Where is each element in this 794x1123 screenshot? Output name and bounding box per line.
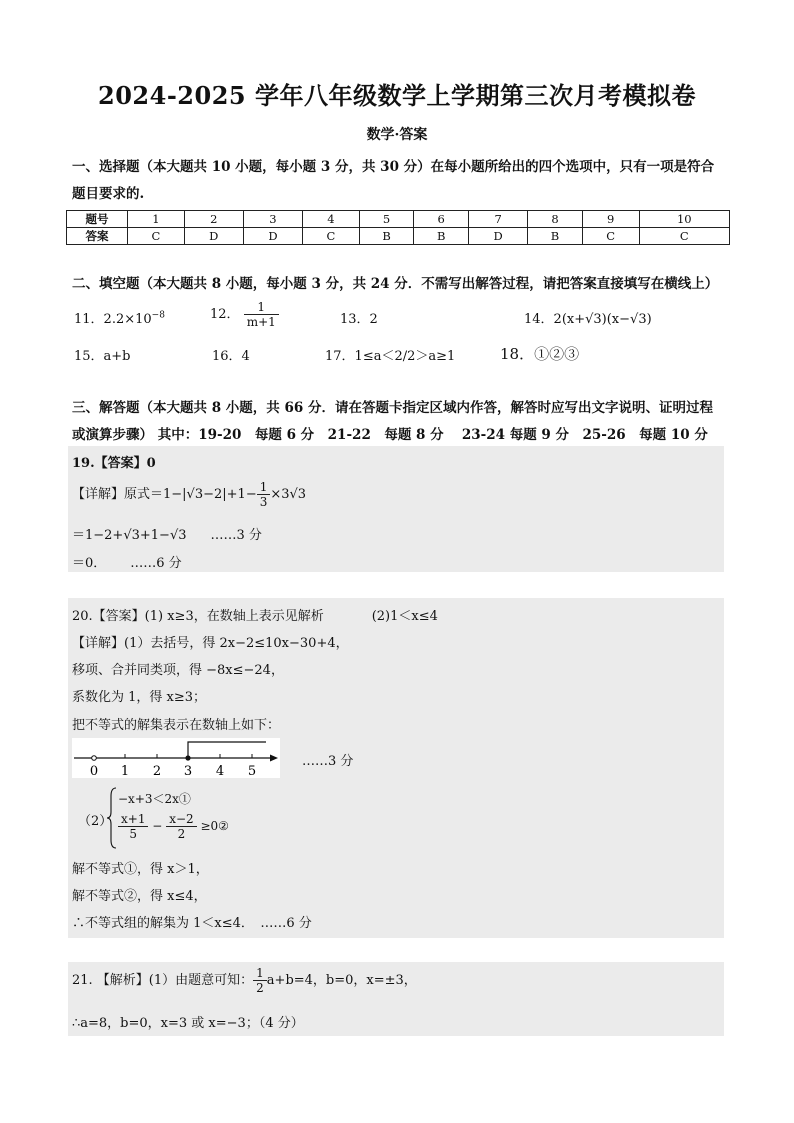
axis-label: 5 [247, 764, 257, 778]
axis-label: 0 [89, 764, 99, 778]
q17-answer: 17．1≤a＜2/2＞a≥1 [325, 349, 456, 364]
number-line-svg [72, 738, 280, 778]
axis-label: 3 [183, 764, 193, 778]
section2-heading: 二、填空题（本大题共 8 小题，每小题 3 分，共 24 分．不需写出解答过程，请把答案直接填写在横线上） [72, 276, 719, 292]
q13-answer: 13．2 [340, 312, 378, 327]
solution-bracket [188, 742, 266, 758]
table-cell: D [184, 228, 243, 245]
q11-answer: 11．$2.2\times 10^{-8}$ [74, 310, 165, 327]
section3-heading: 三、解答题（本大题共 8 小题，共 66 分．请在答题卡指定区域内作答，解答时应写出文字说明、证明过程 [72, 400, 713, 416]
q19-step2: ＝1−2+√3+1−√3 ……3 分 [72, 528, 262, 543]
q14-answer: 14．2(x+√3)(x−√3) [524, 312, 652, 327]
q20-solve-1: 解不等式①，得 x＞1， [72, 862, 209, 877]
row-label-answer: 答案 [67, 228, 128, 245]
table-cell: 1 [128, 211, 185, 228]
table-cell: 4 [303, 211, 360, 228]
q21-fraction: $\frac{1}{2}$ [253, 966, 267, 995]
section1-heading: 一、选择题（本大题共 10 小题，每小题 3 分，共 30 分）在每小题所给出的四个选项中，只有一项是符合 [72, 159, 715, 175]
answer-table [66, 210, 730, 245]
q19-step3: ＝0． ……6 分 [72, 556, 182, 571]
q20-solve-2: 解不等式②，得 x≤4， [72, 889, 207, 904]
table-row-answers [67, 228, 730, 245]
table-cell: 9 [582, 211, 639, 228]
q12-fraction: $\frac{1}{m+1}$ [244, 300, 279, 329]
q20-part2-label: （2） [78, 814, 113, 829]
table-cell: C [582, 228, 639, 245]
table-cell: B [528, 228, 583, 245]
page-title: 2024-2025 学年八年级数学上学期第三次月考模拟卷 [98, 81, 696, 110]
table-cell: 8 [528, 211, 583, 228]
number-line [72, 738, 280, 778]
table-cell: D [243, 228, 302, 245]
q21-line1: 21. 【解析】(1）由题意可知： $\frac{1}{2}$ a+b=4，b=0，x=±3， [72, 966, 417, 995]
q18-answer: 18．①②③ [500, 345, 580, 363]
row-label-number: 题号 [67, 211, 128, 228]
brace-icon [106, 786, 118, 850]
table-cell: C [303, 228, 360, 245]
q20-answer: 20.【答案】(1) x≥3，在数轴上表示见解析 (2)1＜x≤4 [72, 609, 438, 624]
q20-detail-1: 【详解】(1）去括号，得 2x−2≤10x−30+4， [72, 636, 349, 651]
q16-answer: 16．4 [212, 349, 250, 364]
table-cell: C [639, 228, 729, 245]
system-brace [106, 786, 118, 850]
table-cell: D [469, 228, 528, 245]
axis-label: 4 [215, 764, 225, 778]
section1-heading-cont: 题目要求的. [72, 186, 145, 202]
table-cell: 2 [184, 211, 243, 228]
axis-label: 1 [120, 764, 130, 778]
table-cell: 3 [243, 211, 302, 228]
table-cell: 6 [414, 211, 469, 228]
table-cell: 5 [359, 211, 414, 228]
axis-arrow-icon [270, 755, 278, 762]
table-cell: 10 [639, 211, 729, 228]
section3-heading-cont: 或演算步骤） 其中：19-20 每题 6 分 21-22 每题 8 分 23-24 每题 9 分 25-26 每题 10 分 [72, 427, 708, 443]
table-cell: C [128, 228, 185, 245]
q12-answer: 12． $\frac{1}{m+1}$ [210, 300, 279, 329]
table-cell: B [414, 228, 469, 245]
table-cell: 7 [469, 211, 528, 228]
q19-fraction: $\frac{1}{3}$ [257, 480, 271, 509]
page-subtitle: 数学·答案 [366, 127, 428, 143]
q15-answer: 15．a+b [74, 349, 131, 364]
table-cell: B [359, 228, 414, 245]
axis-label: 2 [152, 764, 162, 778]
q19-answer: 19.【答案】0 [72, 456, 156, 471]
system-eq1: −x+3＜2x① [118, 792, 191, 806]
q19-step1: 【详解】原式＝1−|√3−2|+1− $\frac{1}{3}$ ×3√3 [72, 480, 307, 509]
q20-detail-2: 移项、合并同类项，得 −8x≤−24， [72, 663, 284, 678]
q20-axis-score: ……3 分 [302, 754, 354, 769]
q20-detail-3: 系数化为 1，得 x≥3； [72, 690, 207, 705]
open-dot [92, 756, 97, 761]
q20-detail-4: 把不等式的解集表示在数轴上如下： [72, 718, 281, 733]
table-row-numbers [67, 211, 730, 228]
system-eq2: $\frac{x+1}{5}$ − $\frac{x-2}{2}$ ≥0② [118, 812, 229, 841]
q20-solve-3: ∴不等式组的解集为 1＜x≤4． ……6 分 [72, 916, 312, 931]
q21-line2: ∴a=8，b=0，x=3 或 x=−3；（4 分） [72, 1016, 304, 1031]
